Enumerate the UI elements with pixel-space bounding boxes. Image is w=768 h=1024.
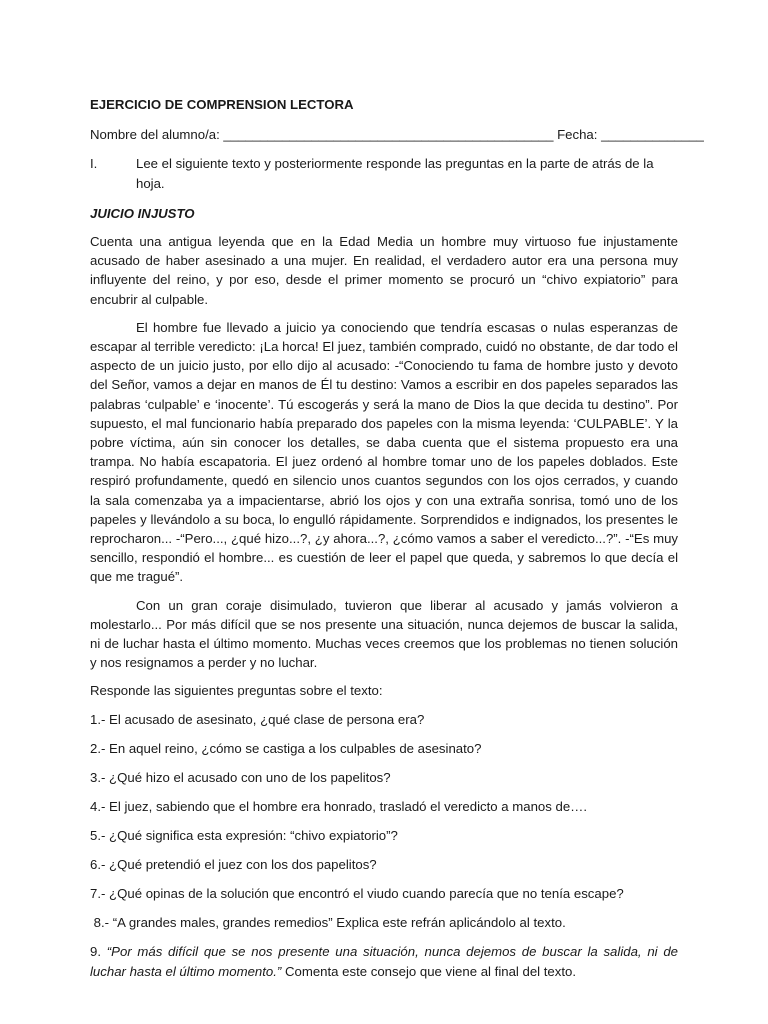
document-title: EJERCICIO DE COMPRENSION LECTORA	[90, 97, 354, 112]
question-6: 6.- ¿Qué pretendió el juez con los dos papelitos?	[90, 857, 377, 873]
questions-heading: Responde las siguientes preguntas sobre el texto:	[90, 683, 383, 699]
question-9-quote: “Por más difícil que se nos presente una situación, nunca dejemos de buscar la salida, ni de luchar hasta el último momento.”	[90, 944, 678, 979]
instruction-number: I.	[90, 156, 98, 172]
question-9	[90, 942, 678, 980]
story-title: JUICIO INJUSTO	[90, 205, 195, 221]
story-paragraph-2: El hombre fue llevado a juicio ya conociendo que tendría escasas o nulas esperanzas de escapar al terrible veredicto: ¡La horca! El juez, también comprado, cuidó no obstante, de dar todo el aspecto de un juicio justo, por ello dijo al acusado: -“Conociendo tu fama de hombre justo y devoto del Señor, vamos a dejar en manos de Él tu destino: Vamos a escribir en dos papeles separados las palabras ‘culpable’ e ‘inocente’. Tú escogerás y será la mano de Dios la que decida tu destino”. Por supuesto, el mal funcionario había preparado dos papeles con la misma leyenda: ‘CULPABLE’. Y la pobre víctima, aún sin conocer los detalles, se daba cuenta que el sistema propuesto era una trampa. No había escapatoria. El juez ordenó al hombre tomar uno de los papeles doblados. Este respiró profundamente, quedó en silencio unos cuantos segundos con los ojos cerrados, y cuando la sala comenzaba ya a impacientarse, abrió los ojos y con una extraña sonrisa, tomó uno de los papeles y llevándolo a su boca, lo engulló rápidamente. Sorprendidos e indignados, los presentes le reprocharon... -“Pero..., ¿qué hizo...?, ¿y ahora...?, ¿cómo vamos a saber el veredicto...?”. -“Es muy sencillo, respondió el hombre... es cuestión de leer el papel que queda, y sabremos lo que decía el que me tragué”.	[90, 319, 678, 585]
instruction-text: Lee el siguiente texto y posteriormente responde las preguntas en la parte de atrás de la hoja.	[136, 156, 654, 191]
instruction	[90, 154, 678, 192]
question-3: 3.- ¿Qué hizo el acusado con uno de los papelitos?	[90, 770, 391, 786]
question-4: 4.- El juez, sabiendo que el hombre era honrado, trasladó el veredicto a manos de….	[90, 799, 588, 815]
story-paragraph-3: Con un gran coraje disimulado, tuvieron que liberar al acusado y jamás volvieron a molestarlo... Por más difícil que se nos presente una situación, nunca dejemos de buscar la salida, ni de luchar hasta el último momento. Muchas veces creemos que los problemas no tienen solución y nos resignamos a perder y no luchar.	[90, 597, 678, 671]
student-name-line: Nombre del alumno/a: _____________________________________________ Fecha: ______________	[90, 127, 704, 143]
question-1: 1.- El acusado de asesinato, ¿qué clase de persona era?	[90, 712, 425, 728]
question-9-text: Comenta este consejo que viene al final del texto.	[284, 963, 577, 979]
question-9-number: 9.	[90, 944, 101, 960]
question-7: 7.- ¿Qué opinas de la solución que encontró el viudo cuando parecía que no tenía escape?	[90, 886, 624, 902]
question-8: 8.- “A grandes males, grandes remedios” Explica este refrán aplicándolo al texto.	[90, 915, 566, 931]
question-2: 2.- En aquel reino, ¿cómo se castiga a los culpables de asesinato?	[90, 741, 482, 757]
question-5: 5.- ¿Qué significa esta expresión: “chivo expiatorio”?	[90, 828, 398, 844]
story-paragraph-1: Cuenta una antigua leyenda que en la Edad Media un hombre muy virtuoso fue injustamente acusado de haber asesinado a una mujer. En realidad, el verdadero autor era una persona muy influyente del reino, y por eso, desde el primer momento se procuró un “chivo expiatorio” para encubrir al culpable.	[90, 234, 678, 307]
